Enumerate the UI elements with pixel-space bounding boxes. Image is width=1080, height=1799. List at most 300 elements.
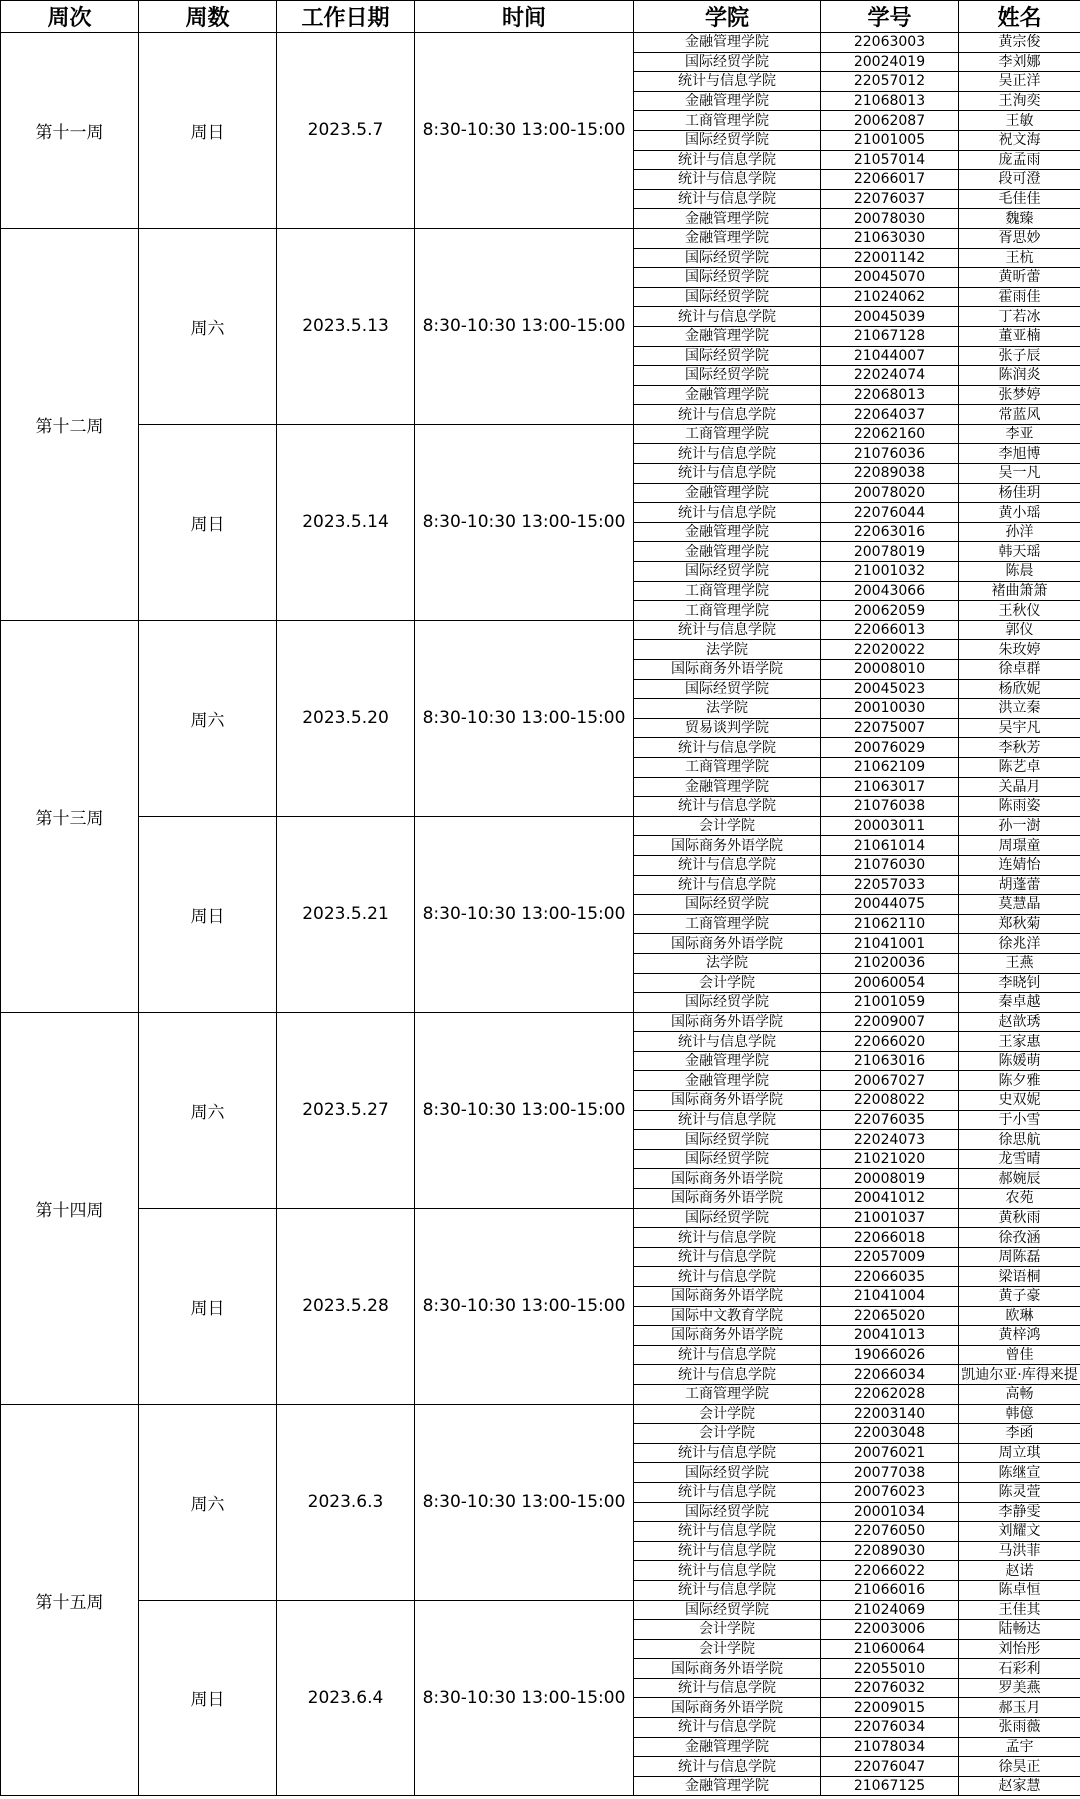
week-cell: 第十一周 (1, 33, 139, 229)
student-name-cell: 段可澄 (959, 170, 1080, 190)
table-row (1, 1600, 1080, 1620)
student-name-cell: 吴宇凡 (959, 718, 1080, 738)
college-cell: 统计与信息学院 (634, 1443, 821, 1463)
header-student-name: 姓名 (959, 1, 1080, 33)
weekday-cell: 周六 (139, 228, 277, 424)
student-id-cell: 21001059 (821, 993, 959, 1013)
college-cell: 会计学院 (634, 1424, 821, 1444)
student-id-cell: 22001142 (821, 248, 959, 268)
header-row (1, 1, 1080, 33)
college-cell: 国际经贸学院 (634, 562, 821, 582)
college-cell: 统计与信息学院 (634, 1580, 821, 1600)
college-cell: 工商管理学院 (634, 601, 821, 621)
student-id-cell: 22076050 (821, 1522, 959, 1542)
college-cell: 统计与信息学院 (634, 150, 821, 170)
date-cell: 2023.5.27 (277, 1012, 415, 1208)
student-id-cell: 22066034 (821, 1365, 959, 1385)
student-id-cell: 21041001 (821, 934, 959, 954)
student-name-cell: 郝玉月 (959, 1698, 1080, 1718)
student-id-cell: 21021020 (821, 1149, 959, 1169)
student-name-cell: 洪立秦 (959, 699, 1080, 719)
student-name-cell: 常蓝风 (959, 405, 1080, 425)
student-id-cell: 22057033 (821, 875, 959, 895)
date-cell: 2023.5.21 (277, 816, 415, 1012)
student-name-cell: 魏臻 (959, 209, 1080, 229)
student-name-cell: 曾佳 (959, 1345, 1080, 1365)
student-id-cell: 20008010 (821, 660, 959, 680)
student-name-cell: 吴一凡 (959, 464, 1080, 484)
college-cell: 金融管理学院 (634, 1737, 821, 1757)
college-cell: 国际商务外语学院 (634, 1012, 821, 1032)
college-cell: 统计与信息学院 (634, 1718, 821, 1738)
student-id-cell: 20010030 (821, 699, 959, 719)
college-cell: 金融管理学院 (634, 522, 821, 542)
student-name-cell: 黄秋雨 (959, 1208, 1080, 1228)
college-cell: 统计与信息学院 (634, 1365, 821, 1385)
student-name-cell: 黄宗俊 (959, 33, 1080, 53)
student-name-cell: 周立琪 (959, 1443, 1080, 1463)
student-id-cell: 20041012 (821, 1189, 959, 1209)
college-cell: 国际商务外语学院 (634, 660, 821, 680)
student-id-cell: 22009007 (821, 1012, 959, 1032)
schedule-body (1, 33, 1080, 1796)
student-name-cell: 赵诺 (959, 1561, 1080, 1581)
student-name-cell: 龙雪晴 (959, 1149, 1080, 1169)
weekday-cell: 周日 (139, 424, 277, 620)
student-id-cell: 22009015 (821, 1698, 959, 1718)
college-cell: 国际商务外语学院 (634, 1189, 821, 1209)
student-id-cell: 22076037 (821, 189, 959, 209)
student-id-cell: 22066017 (821, 170, 959, 190)
college-cell: 统计与信息学院 (634, 875, 821, 895)
table-row (1, 228, 1080, 248)
student-id-cell: 22057012 (821, 72, 959, 92)
college-cell: 国际商务外语学院 (634, 1169, 821, 1189)
student-name-cell: 莫慧晶 (959, 895, 1080, 915)
student-id-cell: 22089038 (821, 464, 959, 484)
student-id-cell: 20078020 (821, 483, 959, 503)
header-weekday: 周数 (139, 1, 277, 33)
date-cell: 2023.5.13 (277, 228, 415, 424)
college-cell: 国际经贸学院 (634, 268, 821, 288)
student-id-cell: 22066020 (821, 1032, 959, 1052)
student-name-cell: 陈继宣 (959, 1463, 1080, 1483)
student-id-cell: 20003011 (821, 816, 959, 836)
header-college: 学院 (634, 1, 821, 33)
student-id-cell: 22003006 (821, 1620, 959, 1640)
student-id-cell: 21063030 (821, 228, 959, 248)
student-name-cell: 郭仪 (959, 620, 1080, 640)
week-cell: 第十五周 (1, 1404, 139, 1796)
college-cell: 国际商务外语学院 (634, 1326, 821, 1346)
student-name-cell: 李秋芳 (959, 738, 1080, 758)
college-cell: 金融管理学院 (634, 1071, 821, 1091)
college-cell: 法学院 (634, 953, 821, 973)
student-id-cell: 19066026 (821, 1345, 959, 1365)
student-name-cell: 王秋仪 (959, 601, 1080, 621)
college-cell: 国际经贸学院 (634, 1130, 821, 1150)
college-cell: 统计与信息学院 (634, 1482, 821, 1502)
student-id-cell: 22003048 (821, 1424, 959, 1444)
college-cell: 工商管理学院 (634, 1384, 821, 1404)
student-id-cell: 20060054 (821, 973, 959, 993)
date-cell: 2023.6.4 (277, 1600, 415, 1796)
college-cell: 统计与信息学院 (634, 1561, 821, 1581)
student-id-cell: 22076035 (821, 1110, 959, 1130)
student-name-cell: 杨欣妮 (959, 679, 1080, 699)
student-id-cell: 22024073 (821, 1130, 959, 1150)
college-cell: 国际商务外语学院 (634, 1698, 821, 1718)
week-cell: 第十四周 (1, 1012, 139, 1404)
student-id-cell: 22066022 (821, 1561, 959, 1581)
student-name-cell: 农苑 (959, 1189, 1080, 1209)
time-cell: 8:30-10:30 13:00-15:00 (415, 424, 634, 620)
time-cell: 8:30-10:30 13:00-15:00 (415, 816, 634, 1012)
student-name-cell: 陈晨 (959, 562, 1080, 582)
college-cell: 统计与信息学院 (634, 405, 821, 425)
student-name-cell: 祝文海 (959, 130, 1080, 150)
student-name-cell: 秦卓越 (959, 993, 1080, 1013)
time-cell: 8:30-10:30 13:00-15:00 (415, 33, 634, 229)
student-name-cell: 朱玫婷 (959, 640, 1080, 660)
student-name-cell: 胥思妙 (959, 228, 1080, 248)
college-cell: 会计学院 (634, 816, 821, 836)
date-cell: 2023.5.28 (277, 1208, 415, 1404)
student-name-cell: 王燕 (959, 953, 1080, 973)
date-cell: 2023.5.20 (277, 620, 415, 816)
student-id-cell: 22008022 (821, 1091, 959, 1111)
college-cell: 统计与信息学院 (634, 444, 821, 464)
student-name-cell: 黄子豪 (959, 1287, 1080, 1307)
student-name-cell: 李亚 (959, 424, 1080, 444)
college-cell: 统计与信息学院 (634, 1522, 821, 1542)
college-cell: 工商管理学院 (634, 581, 821, 601)
college-cell: 金融管理学院 (634, 542, 821, 562)
student-name-cell: 胡蓬蕾 (959, 875, 1080, 895)
student-name-cell: 马洪菲 (959, 1541, 1080, 1561)
college-cell: 国际经贸学院 (634, 366, 821, 386)
student-name-cell: 陈媛萌 (959, 1051, 1080, 1071)
college-cell: 统计与信息学院 (634, 170, 821, 190)
student-id-cell: 21001032 (821, 562, 959, 582)
college-cell: 贸易谈判学院 (634, 718, 821, 738)
college-cell: 国际经贸学院 (634, 248, 821, 268)
student-name-cell: 褚曲箫箫 (959, 581, 1080, 601)
student-name-cell: 梁语桐 (959, 1267, 1080, 1287)
college-cell: 国际经贸学院 (634, 52, 821, 72)
college-cell: 会计学院 (634, 973, 821, 993)
college-cell: 国际经贸学院 (634, 993, 821, 1013)
college-cell: 国际经贸学院 (634, 1208, 821, 1228)
student-name-cell: 欧琳 (959, 1306, 1080, 1326)
student-name-cell: 罗美燕 (959, 1678, 1080, 1698)
weekday-cell: 周日 (139, 1208, 277, 1404)
student-id-cell: 22075007 (821, 718, 959, 738)
student-id-cell: 20044075 (821, 895, 959, 915)
table-row (1, 1404, 1080, 1424)
college-cell: 统计与信息学院 (634, 855, 821, 875)
student-id-cell: 20008019 (821, 1169, 959, 1189)
student-id-cell: 20078030 (821, 209, 959, 229)
student-id-cell: 22063003 (821, 33, 959, 53)
student-name-cell: 孟宇 (959, 1737, 1080, 1757)
student-name-cell: 霍雨佳 (959, 287, 1080, 307)
student-name-cell: 董亚楠 (959, 326, 1080, 346)
student-id-cell: 21060064 (821, 1639, 959, 1659)
student-name-cell: 张梦婷 (959, 385, 1080, 405)
college-cell: 国际经贸学院 (634, 287, 821, 307)
student-name-cell: 于小雪 (959, 1110, 1080, 1130)
student-name-cell: 陈夕雅 (959, 1071, 1080, 1091)
header-time: 时间 (415, 1, 634, 33)
student-name-cell: 徐兆洋 (959, 934, 1080, 954)
college-cell: 统计与信息学院 (634, 307, 821, 327)
student-name-cell: 石彩利 (959, 1659, 1080, 1679)
student-name-cell: 李静雯 (959, 1502, 1080, 1522)
time-cell: 8:30-10:30 13:00-15:00 (415, 1012, 634, 1208)
student-id-cell: 20062059 (821, 601, 959, 621)
college-cell: 国际经贸学院 (634, 679, 821, 699)
weekday-cell: 周六 (139, 1012, 277, 1208)
student-name-cell: 丁若冰 (959, 307, 1080, 327)
student-name-cell: 王敏 (959, 111, 1080, 131)
date-cell: 2023.5.7 (277, 33, 415, 229)
student-name-cell: 张子辰 (959, 346, 1080, 366)
college-cell: 法学院 (634, 640, 821, 660)
college-cell: 统计与信息学院 (634, 503, 821, 523)
student-name-cell: 毛佳佳 (959, 189, 1080, 209)
student-id-cell: 22076034 (821, 1718, 959, 1738)
college-cell: 金融管理学院 (634, 33, 821, 53)
student-id-cell: 21067128 (821, 326, 959, 346)
student-id-cell: 21063017 (821, 777, 959, 797)
table-row (1, 424, 1080, 444)
student-name-cell: 史双妮 (959, 1091, 1080, 1111)
college-cell: 统计与信息学院 (634, 1541, 821, 1561)
student-name-cell: 孙洋 (959, 522, 1080, 542)
student-id-cell: 21062109 (821, 757, 959, 777)
college-cell: 统计与信息学院 (634, 1678, 821, 1698)
college-cell: 金融管理学院 (634, 777, 821, 797)
college-cell: 统计与信息学院 (634, 1110, 821, 1130)
header-week: 周次 (1, 1, 139, 33)
weekday-cell: 周日 (139, 816, 277, 1012)
student-id-cell: 21076030 (821, 855, 959, 875)
weekday-cell: 周六 (139, 1404, 277, 1600)
student-name-cell: 郑秋菊 (959, 914, 1080, 934)
student-id-cell: 22065020 (821, 1306, 959, 1326)
student-id-cell: 20062087 (821, 111, 959, 131)
student-name-cell: 黄小瑶 (959, 503, 1080, 523)
college-cell: 统计与信息学院 (634, 464, 821, 484)
student-name-cell: 李刘娜 (959, 52, 1080, 72)
college-cell: 法学院 (634, 699, 821, 719)
student-name-cell: 黄昕蕾 (959, 268, 1080, 288)
student-id-cell: 20045023 (821, 679, 959, 699)
student-id-cell: 22062160 (821, 424, 959, 444)
time-cell: 8:30-10:30 13:00-15:00 (415, 1404, 634, 1600)
college-cell: 统计与信息学院 (634, 189, 821, 209)
student-id-cell: 21067125 (821, 1776, 959, 1796)
student-id-cell: 20067027 (821, 1071, 959, 1091)
week-cell: 第十二周 (1, 228, 139, 620)
student-name-cell: 徐卓群 (959, 660, 1080, 680)
college-cell: 国际经贸学院 (634, 895, 821, 915)
student-id-cell: 20076021 (821, 1443, 959, 1463)
student-id-cell: 21057014 (821, 150, 959, 170)
student-id-cell: 21024062 (821, 287, 959, 307)
student-id-cell: 21024069 (821, 1600, 959, 1620)
college-cell: 会计学院 (634, 1404, 821, 1424)
student-id-cell: 21062110 (821, 914, 959, 934)
college-cell: 统计与信息学院 (634, 1247, 821, 1267)
college-cell: 统计与信息学院 (634, 738, 821, 758)
header-student-id: 学号 (821, 1, 959, 33)
student-id-cell: 22057009 (821, 1247, 959, 1267)
student-id-cell: 22076032 (821, 1678, 959, 1698)
college-cell: 金融管理学院 (634, 326, 821, 346)
college-cell: 统计与信息学院 (634, 1757, 821, 1777)
student-id-cell: 21078034 (821, 1737, 959, 1757)
college-cell: 统计与信息学院 (634, 1032, 821, 1052)
student-name-cell: 刘耀文 (959, 1522, 1080, 1542)
student-name-cell: 王家惠 (959, 1032, 1080, 1052)
college-cell: 国际商务外语学院 (634, 1091, 821, 1111)
student-id-cell: 21001037 (821, 1208, 959, 1228)
college-cell: 统计与信息学院 (634, 1267, 821, 1287)
student-id-cell: 22024074 (821, 366, 959, 386)
college-cell: 工商管理学院 (634, 914, 821, 934)
student-name-cell: 王佳其 (959, 1600, 1080, 1620)
student-id-cell: 21063016 (821, 1051, 959, 1071)
student-name-cell: 孙一澍 (959, 816, 1080, 836)
student-name-cell: 李函 (959, 1424, 1080, 1444)
week-cell: 第十三周 (1, 620, 139, 1012)
student-id-cell: 22062028 (821, 1384, 959, 1404)
table-row (1, 816, 1080, 836)
weekday-cell: 周日 (139, 1600, 277, 1796)
college-cell: 国际中文教育学院 (634, 1306, 821, 1326)
student-id-cell: 20045070 (821, 268, 959, 288)
student-id-cell: 20001034 (821, 1502, 959, 1522)
student-id-cell: 22076044 (821, 503, 959, 523)
weekday-cell: 周日 (139, 33, 277, 229)
student-id-cell: 21061014 (821, 836, 959, 856)
student-name-cell: 陈润炎 (959, 366, 1080, 386)
student-name-cell: 凯迪尔亚·库得来提 (959, 1365, 1080, 1385)
college-cell: 金融管理学院 (634, 91, 821, 111)
student-name-cell: 黄梓鸿 (959, 1326, 1080, 1346)
college-cell: 统计与信息学院 (634, 620, 821, 640)
table-row (1, 620, 1080, 640)
college-cell: 国际商务外语学院 (634, 1287, 821, 1307)
college-cell: 会计学院 (634, 1639, 821, 1659)
weekday-cell: 周六 (139, 620, 277, 816)
college-cell: 统计与信息学院 (634, 72, 821, 92)
time-cell: 8:30-10:30 13:00-15:00 (415, 1600, 634, 1796)
student-name-cell: 庞孟雨 (959, 150, 1080, 170)
student-id-cell: 21044007 (821, 346, 959, 366)
student-name-cell: 刘怡彤 (959, 1639, 1080, 1659)
student-id-cell: 22068013 (821, 385, 959, 405)
student-id-cell: 22076047 (821, 1757, 959, 1777)
student-name-cell: 李晓钊 (959, 973, 1080, 993)
student-id-cell: 21068013 (821, 91, 959, 111)
time-cell: 8:30-10:30 13:00-15:00 (415, 620, 634, 816)
student-name-cell: 高畅 (959, 1384, 1080, 1404)
college-cell: 工商管理学院 (634, 757, 821, 777)
college-cell: 国际经贸学院 (634, 1149, 821, 1169)
student-id-cell: 22063016 (821, 522, 959, 542)
student-id-cell: 21020036 (821, 953, 959, 973)
student-id-cell: 21076038 (821, 797, 959, 817)
student-name-cell: 陈卓恒 (959, 1580, 1080, 1600)
student-id-cell: 20024019 (821, 52, 959, 72)
student-name-cell: 张雨薇 (959, 1718, 1080, 1738)
student-name-cell: 韩億 (959, 1404, 1080, 1424)
college-cell: 金融管理学院 (634, 385, 821, 405)
table-row (1, 1208, 1080, 1228)
student-id-cell: 20078019 (821, 542, 959, 562)
student-id-cell: 20077038 (821, 1463, 959, 1483)
college-cell: 工商管理学院 (634, 111, 821, 131)
college-cell: 国际经贸学院 (634, 1502, 821, 1522)
college-cell: 国际经贸学院 (634, 130, 821, 150)
college-cell: 国际经贸学院 (634, 1463, 821, 1483)
college-cell: 金融管理学院 (634, 1051, 821, 1071)
student-name-cell: 关晶月 (959, 777, 1080, 797)
college-cell: 国际经贸学院 (634, 1600, 821, 1620)
student-id-cell: 20041013 (821, 1326, 959, 1346)
student-id-cell: 22003140 (821, 1404, 959, 1424)
student-name-cell: 陈雨姿 (959, 797, 1080, 817)
college-cell: 金融管理学院 (634, 483, 821, 503)
student-id-cell: 20076023 (821, 1482, 959, 1502)
college-cell: 国际商务外语学院 (634, 1659, 821, 1679)
student-id-cell: 22020022 (821, 640, 959, 660)
student-name-cell: 周陈磊 (959, 1247, 1080, 1267)
student-id-cell: 21001005 (821, 130, 959, 150)
college-cell: 金融管理学院 (634, 209, 821, 229)
college-cell: 国际商务外语学院 (634, 836, 821, 856)
college-cell: 国际经贸学院 (634, 346, 821, 366)
student-id-cell: 22055010 (821, 1659, 959, 1679)
student-name-cell: 吴正洋 (959, 72, 1080, 92)
student-name-cell: 陈艺卓 (959, 757, 1080, 777)
student-id-cell: 21066016 (821, 1580, 959, 1600)
student-name-cell: 徐孜涵 (959, 1228, 1080, 1248)
date-cell: 2023.6.3 (277, 1404, 415, 1600)
time-cell: 8:30-10:30 13:00-15:00 (415, 1208, 634, 1404)
date-cell: 2023.5.14 (277, 424, 415, 620)
student-name-cell: 赵歆琇 (959, 1012, 1080, 1032)
student-name-cell: 周璟童 (959, 836, 1080, 856)
student-name-cell: 连婧怡 (959, 855, 1080, 875)
college-cell: 会计学院 (634, 1620, 821, 1640)
student-id-cell: 22066018 (821, 1228, 959, 1248)
college-cell: 国际商务外语学院 (634, 934, 821, 954)
student-id-cell: 22089030 (821, 1541, 959, 1561)
student-id-cell: 20043066 (821, 581, 959, 601)
student-name-cell: 陆畅达 (959, 1620, 1080, 1640)
student-name-cell: 郝婉辰 (959, 1169, 1080, 1189)
student-id-cell: 21076036 (821, 444, 959, 464)
college-cell: 统计与信息学院 (634, 1228, 821, 1248)
student-id-cell: 20045039 (821, 307, 959, 327)
student-name-cell: 赵家慧 (959, 1776, 1080, 1796)
student-name-cell: 王洵奕 (959, 91, 1080, 111)
student-name-cell: 王杭 (959, 248, 1080, 268)
